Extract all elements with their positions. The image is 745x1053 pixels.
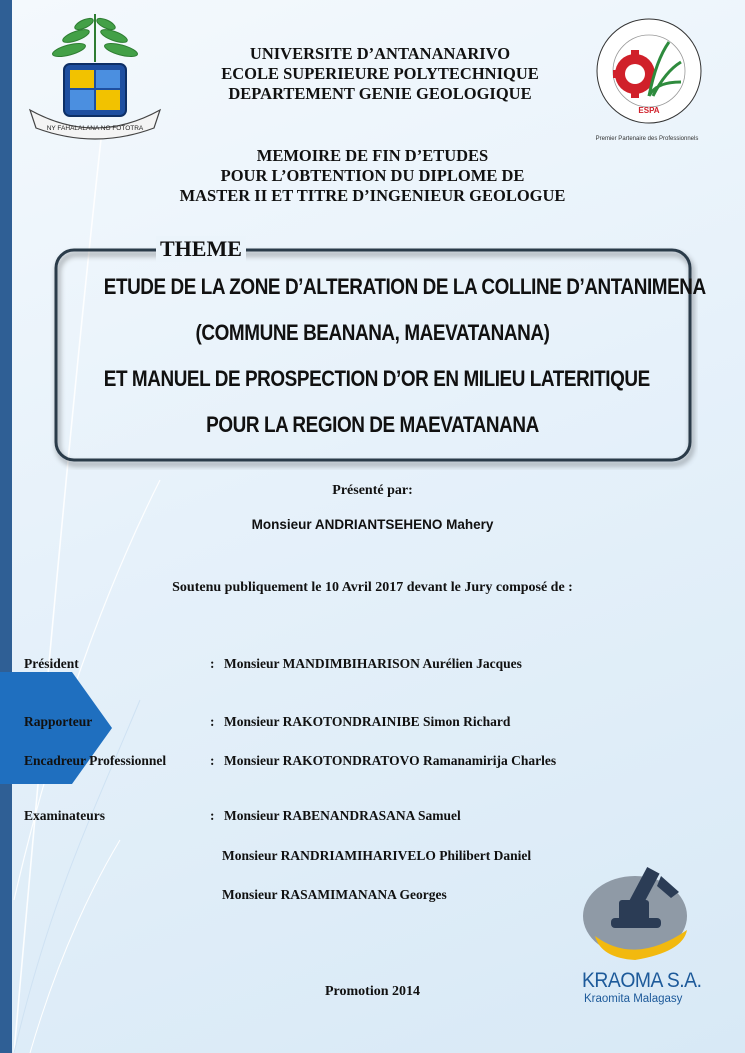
svg-text:ESPA: ESPA: [638, 106, 660, 115]
jury-colon: :: [210, 808, 215, 823]
jury-row-president: [24, 656, 704, 676]
university-name: UNIVERSITE D’ANTANANARIVO: [249, 44, 511, 63]
jury-colon: :: [210, 714, 215, 729]
svg-text:NY FAHALALANA NO FOTOTRA: NY FAHALALANA NO FOTOTRA: [46, 125, 144, 132]
memoire-line-2: POUR L’OBTENTION DU DIPLOME DE: [220, 166, 525, 185]
school-name: ECOLE SUPERIEURE POLYTECHNIQUE: [221, 64, 539, 83]
university-crest-logo: [24, 10, 166, 140]
jury-member: Monsieur RABENANDRASANA Samuel: [224, 808, 461, 823]
jury-row-rapporteur: [24, 714, 704, 734]
memoire-line-3: MASTER II ET TITRE D’INGENIEUR GEOLOGUE: [179, 186, 566, 205]
defense-statement: Soutenu publiquement le 10 Avril 2017 devant le Jury composé de :: [172, 580, 573, 595]
thesis-title-line-2: (COMMUNE BEANANA, MAEVATANANA): [195, 320, 550, 345]
jury-role: Rapporteur: [24, 714, 93, 729]
jury-role: Président: [24, 656, 79, 671]
jury-row-encadreur: [24, 753, 704, 773]
institution-header: [170, 44, 590, 104]
thesis-title: [103, 264, 706, 448]
theme-label: THEME: [156, 236, 246, 262]
jury-role: Encadreur Professionnel: [24, 753, 167, 768]
thesis-title-line-1: ETUDE DE LA ZONE D’ALTERATION DE LA COLLINE D’ANTANIMENA: [103, 274, 706, 299]
thesis-title-line-4: POUR LA REGION DE MAEVATANANA: [206, 412, 539, 437]
department-name: DEPARTEMENT GENIE GEOLOGIQUE: [228, 84, 532, 103]
promotion-label: Promotion 2014: [324, 984, 420, 999]
espa-tagline: Premier Partenaire des Professionnels: [595, 136, 699, 142]
author-name: Monsieur ANDRIANTSEHENO Mahery: [251, 517, 494, 532]
jury-colon: :: [210, 753, 215, 768]
examiner-name: Monsieur RASAMIMANANA Georges: [222, 887, 447, 902]
thesis-title-line-3: ET MANUEL DE PROSPECTION D’OR EN MILIEU LATERITIQUE: [103, 366, 650, 391]
examiner-name: Monsieur RANDRIAMIHARIVELO Philibert Daniel: [222, 848, 532, 863]
presented-by-label: Présenté par:: [332, 483, 413, 498]
kraoma-subtitle: Kraomita Malagasy: [584, 993, 683, 1005]
jury-row-examinateurs: [24, 808, 704, 828]
jury-colon: :: [210, 656, 215, 671]
jury-member: Monsieur RAKOTONDRATOVO Ramanamirija Charles: [224, 753, 557, 768]
memoire-line-1: MEMOIRE DE FIN D’ETUDES: [256, 146, 489, 165]
jury-member: Monsieur MANDIMBIHARISON Aurélien Jacques: [224, 656, 522, 671]
memoire-heading: [120, 146, 625, 206]
jury-member: Monsieur RAKOTONDRAINIBE Simon Richard: [224, 714, 511, 729]
kraoma-name: KRAOMA S.A.: [582, 969, 702, 992]
espa-logo: [589, 16, 709, 126]
jury-role: Examinateurs: [24, 808, 105, 823]
